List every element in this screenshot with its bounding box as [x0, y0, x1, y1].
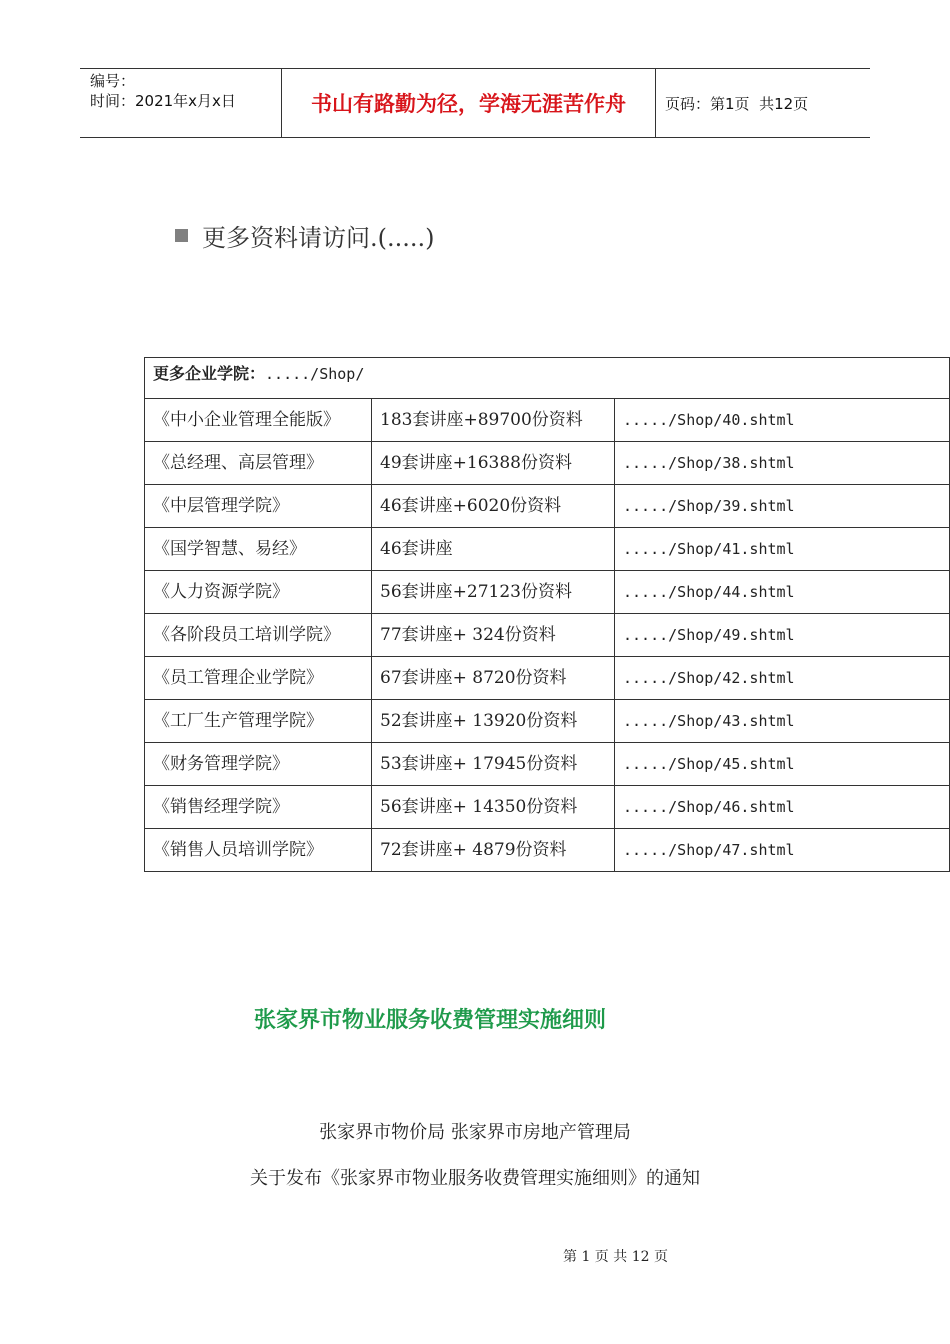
header-meta: [90, 71, 236, 111]
table-row: [145, 571, 950, 614]
square-bullet-icon: [175, 229, 188, 242]
course-name-cell: 《人力资源学院》: [145, 571, 372, 614]
time-label: 时间：2021年x月x日: [90, 92, 236, 110]
table-row: [145, 442, 950, 485]
course-desc-cell: 183套讲座+89700份资料: [372, 399, 615, 442]
course-url-link[interactable]: ...../Shop/44.shtml: [615, 571, 950, 614]
course-url-link[interactable]: ...../Shop/46.shtml: [615, 786, 950, 829]
course-name-cell: 《各阶段员工培训学院》: [145, 614, 372, 657]
course-url-link[interactable]: ...../Shop/38.shtml: [615, 442, 950, 485]
course-name-cell: 《销售人员培训学院》: [145, 829, 372, 872]
table-row: [145, 399, 950, 442]
course-name-cell: 《总经理、高层管理》: [145, 442, 372, 485]
course-url-link[interactable]: ...../Shop/40.shtml: [615, 399, 950, 442]
course-name-cell: 《中层管理学院》: [145, 485, 372, 528]
course-url-link[interactable]: ...../Shop/43.shtml: [615, 700, 950, 743]
header-motto: 书山有路勤为径，学海无涯苦作舟: [281, 69, 656, 137]
course-desc-cell: 67套讲座+ 8720份资料: [372, 657, 615, 700]
header-page-info: [665, 69, 808, 137]
course-url-link[interactable]: ...../Shop/49.shtml: [615, 614, 950, 657]
course-desc-cell: 77套讲座+ 324份资料: [372, 614, 615, 657]
course-name-cell: 《财务管理学院》: [145, 743, 372, 786]
table-row: [145, 657, 950, 700]
course-name-cell: 《中小企业管理全能版》: [145, 399, 372, 442]
course-desc-cell: 53套讲座+ 17945份资料: [372, 743, 615, 786]
notice-line: 关于发布《张家界市物业服务收费管理实施细则》的通知: [250, 1168, 700, 1189]
course-desc-cell: 72套讲座+ 4879份资料: [372, 829, 615, 872]
table-header-label: 更多企业学院：: [153, 364, 266, 383]
course-name-cell: 《工厂生产管理学院》: [145, 700, 372, 743]
table-row: [145, 485, 950, 528]
more-resources-text: 更多资料请访问.(.....): [202, 224, 435, 252]
course-name-cell: 《员工管理企业学院》: [145, 657, 372, 700]
table-header-cell: [145, 358, 950, 399]
course-url-link[interactable]: ...../Shop/41.shtml: [615, 528, 950, 571]
table-header-row: [145, 358, 950, 399]
course-url-link[interactable]: ...../Shop/42.shtml: [615, 657, 950, 700]
document-title: 张家界市物业服务收费管理实施细则: [253, 1008, 606, 1033]
course-name-cell: 《销售经理学院》: [145, 786, 372, 829]
number-label: 编号：: [90, 72, 136, 90]
course-table: [144, 357, 950, 872]
course-desc-cell: 56套讲座+27123份资料: [372, 571, 615, 614]
course-desc-cell: 52套讲座+ 13920份资料: [372, 700, 615, 743]
course-url-link[interactable]: ...../Shop/39.shtml: [615, 485, 950, 528]
issuers-line: 张家界市物价局 张家界市房地产管理局: [319, 1122, 631, 1143]
course-desc-cell: 49套讲座+16388份资料: [372, 442, 615, 485]
course-name-cell: 《国学智慧、易经》: [145, 528, 372, 571]
page-info-text: 页码：第1页 共12页: [665, 94, 809, 113]
table-row: [145, 528, 950, 571]
table-row: [145, 700, 950, 743]
page-footer: 第 1 页 共 12 页: [563, 1249, 668, 1265]
more-resources-link[interactable]: [175, 218, 435, 253]
course-url-link[interactable]: ...../Shop/47.shtml: [615, 829, 950, 872]
table-row: [145, 829, 950, 872]
course-url-link[interactable]: ...../Shop/45.shtml: [615, 743, 950, 786]
table-header-url[interactable]: ...../Shop/: [265, 365, 365, 383]
table-row: [145, 786, 950, 829]
page-header: [80, 68, 870, 138]
course-desc-cell: 56套讲座+ 14350份资料: [372, 786, 615, 829]
course-desc-cell: 46套讲座: [372, 528, 615, 571]
table-row: [145, 614, 950, 657]
course-desc-cell: 46套讲座+6020份资料: [372, 485, 615, 528]
table-row: [145, 743, 950, 786]
